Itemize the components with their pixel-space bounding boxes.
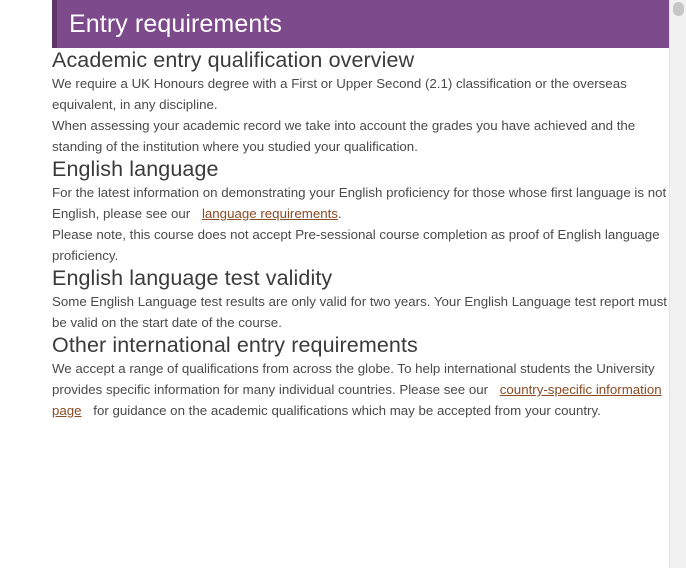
heading-test-validity: English language test validity: [52, 266, 333, 290]
paragraph-other-international: [52, 358, 669, 421]
paragraph-academic-2: When assessing your academic record we take into account the grades you have achieved and the standing of the institution where you studied your qualification.: [52, 118, 636, 154]
paragraph-english-1: [52, 182, 669, 224]
scrollbar-thumb[interactable]: [673, 2, 684, 16]
vertical-scrollbar[interactable]: [669, 0, 686, 568]
heading-other-international: Other international entry requirements: [52, 333, 418, 357]
left-gutter: [0, 0, 52, 568]
paragraph-english-2: Please note, this course does not accept Pre-sessional course completion as proof of English language proficiency.: [52, 227, 660, 263]
language-requirements-link[interactable]: language requirements: [201, 206, 338, 221]
paragraph-test-validity: Some English Language test results are only valid for two years. Your English Language test report must be valid on the start date of the course.: [52, 294, 667, 330]
banner-accent-bar: [52, 0, 57, 48]
country-specific-info-link[interactable]: country-specific information page: [52, 382, 662, 418]
paragraph-other-text: We accept a range of qualifications from across the globe. To help international students the University provides specific information for many individual countries. Please see our: [52, 361, 655, 397]
page-title: Entry requirements: [69, 10, 282, 38]
heading-academic-entry: Academic entry qualification overview: [52, 48, 415, 72]
paragraph-english-1-text: For the latest information on demonstrating your English proficiency for those whose first language is not English, please see our: [52, 185, 667, 221]
page-banner: [52, 0, 669, 48]
paragraph-other-tail: for guidance on the academic qualifications which may be accepted from your country.: [93, 403, 601, 418]
requirements-body: [52, 48, 669, 421]
paragraph-academic-1: We require a UK Honours degree with a First or Upper Second (2.1) classification or the overseas equivalent, in any discipline.: [52, 76, 627, 112]
paragraph-english-1-tail: .: [337, 206, 342, 221]
heading-english-language: English language: [52, 157, 219, 181]
main-content: [52, 0, 669, 568]
